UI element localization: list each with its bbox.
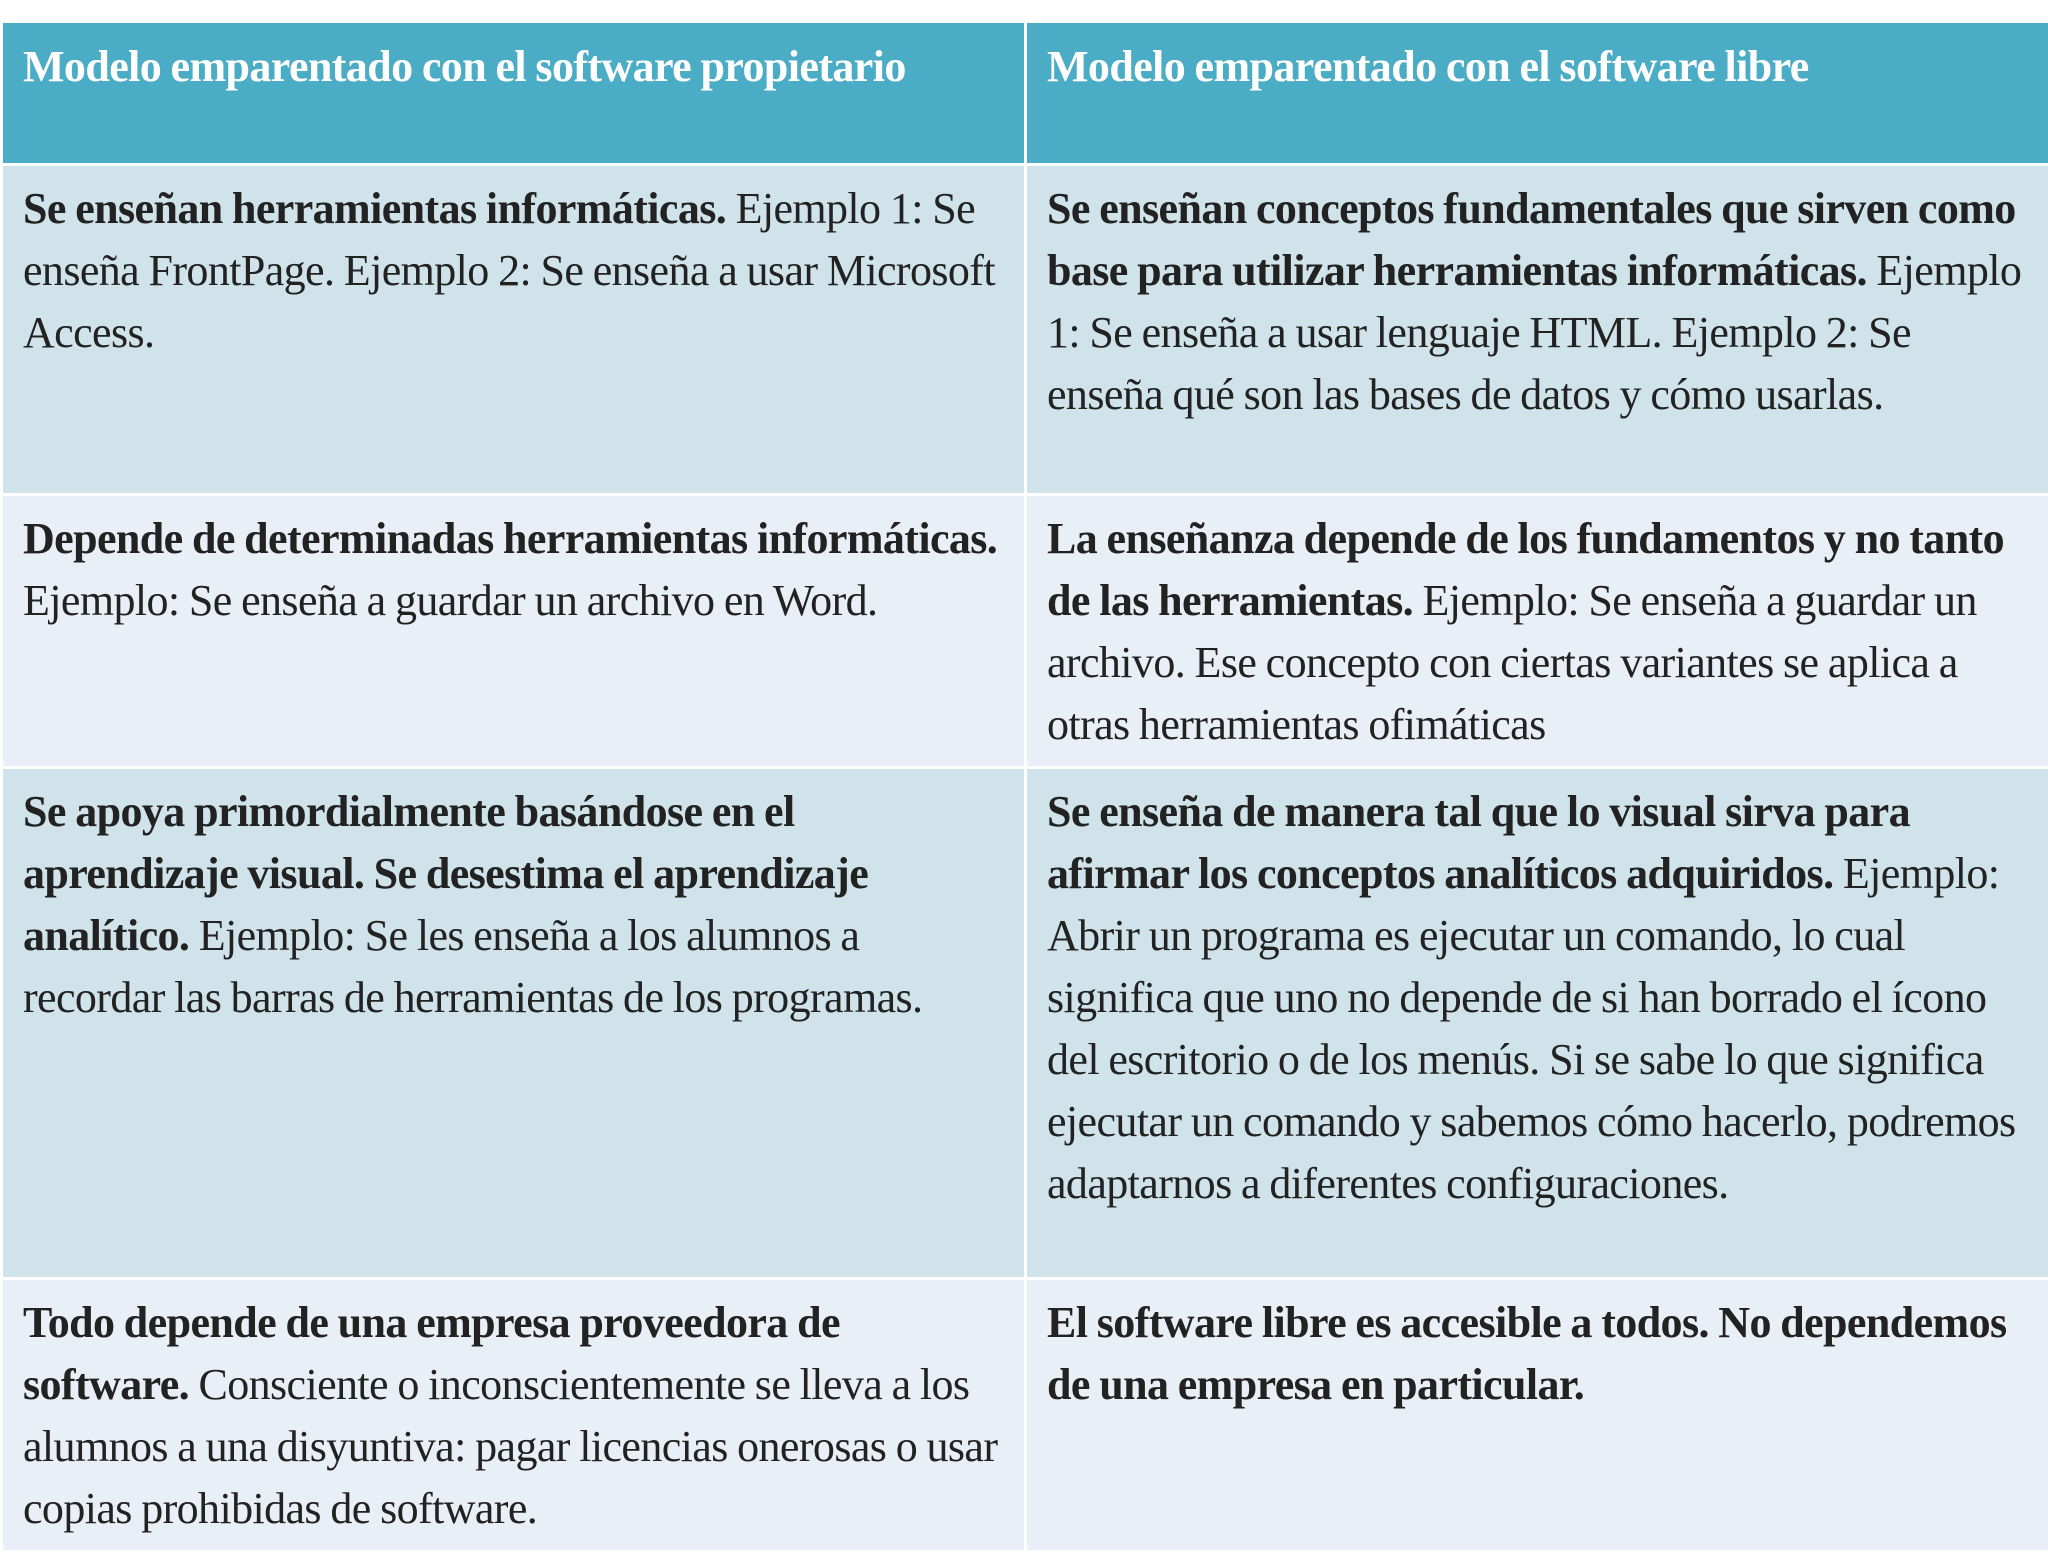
cell-libre: [1026, 495, 2048, 768]
table-row: [2, 1279, 2048, 1552]
comparison-table: [0, 20, 2048, 1553]
cell-libre: [1026, 768, 2048, 1279]
cell-example-text: Ejemplo 1: Se enseña FrontPage. Ejemplo 2: Se enseña a usar Microsoft Access.: [23, 184, 995, 357]
cell-lead-text: La enseñanza depende de los fundamentos y no tanto de las herramientas.: [1047, 514, 2004, 625]
cell-example-text: Ejemplo: Se enseña a guardar un archivo. Ese concepto con ciertas variantes se aplica a otras herramientas ofimáticas: [1047, 576, 1977, 749]
cell-example-text: Ejemplo 1: Se enseña a usar lenguaje HTML. Ejemplo 2: Se enseña qué son las bases de datos y cómo usarlas.: [1047, 246, 2021, 419]
cell-example-text: Consciente o inconscientemente se lleva a los alumnos a una disyuntiva: pagar licencias onerosas o usar copias prohibidas de software.: [23, 1360, 997, 1533]
cell-lead-text: El software libre es accesible a todos. No dependemos de una empresa en particular.: [1047, 1298, 2007, 1409]
cell-libre: [1026, 1279, 2048, 1552]
cell-example-text: Ejemplo: Se enseña a guardar un archivo en Word.: [23, 576, 877, 625]
cell-lead-text: Se enseña de manera tal que lo visual sirva para afirmar los conceptos analíticos adquiridos.: [1047, 787, 1910, 898]
table-row: [2, 768, 2048, 1279]
table-body: [2, 165, 2048, 1552]
table-row: [2, 165, 2048, 495]
cell-lead-text: Se enseñan conceptos fundamentales que sirven como base para utilizar herramientas informáticas.: [1047, 184, 2016, 295]
cell-libre: [1026, 165, 2048, 495]
cell-propietario: [2, 1279, 1026, 1552]
cell-example-text: Ejemplo: Abrir un programa es ejecutar un comando, lo cual significa que uno no depende de si han borrado el ícono del escritorio o de los menús. Si se sabe lo que significa ejecutar un comando y sabemos cómo hacerlo, podremos adaptarnos a diferentes configuraciones.: [1047, 849, 2016, 1208]
cell-example-text: Ejemplo: Se les enseña a los alumnos a recordar las barras de herramientas de los programas.: [23, 911, 922, 1022]
header-software-propietario: Modelo emparentado con el software propietario: [2, 22, 1026, 165]
header-software-libre: Modelo emparentado con el software libre: [1026, 22, 2048, 165]
cell-lead-text: Todo depende de una empresa proveedora de software.: [23, 1298, 840, 1409]
cell-lead-text: Depende de determinadas herramientas informáticas.: [23, 514, 997, 563]
cell-lead-text: Se enseñan herramientas informáticas.: [23, 184, 726, 233]
cell-propietario: [2, 768, 1026, 1279]
cell-lead-text: Se apoya primordialmente basándose en el aprendizaje visual. Se desestima el aprendizaje analítico.: [23, 787, 868, 960]
cell-propietario: [2, 165, 1026, 495]
header-row: [2, 22, 2048, 165]
table-header: [2, 22, 2048, 165]
table-row: [2, 495, 2048, 768]
cell-propietario: [2, 495, 1026, 768]
